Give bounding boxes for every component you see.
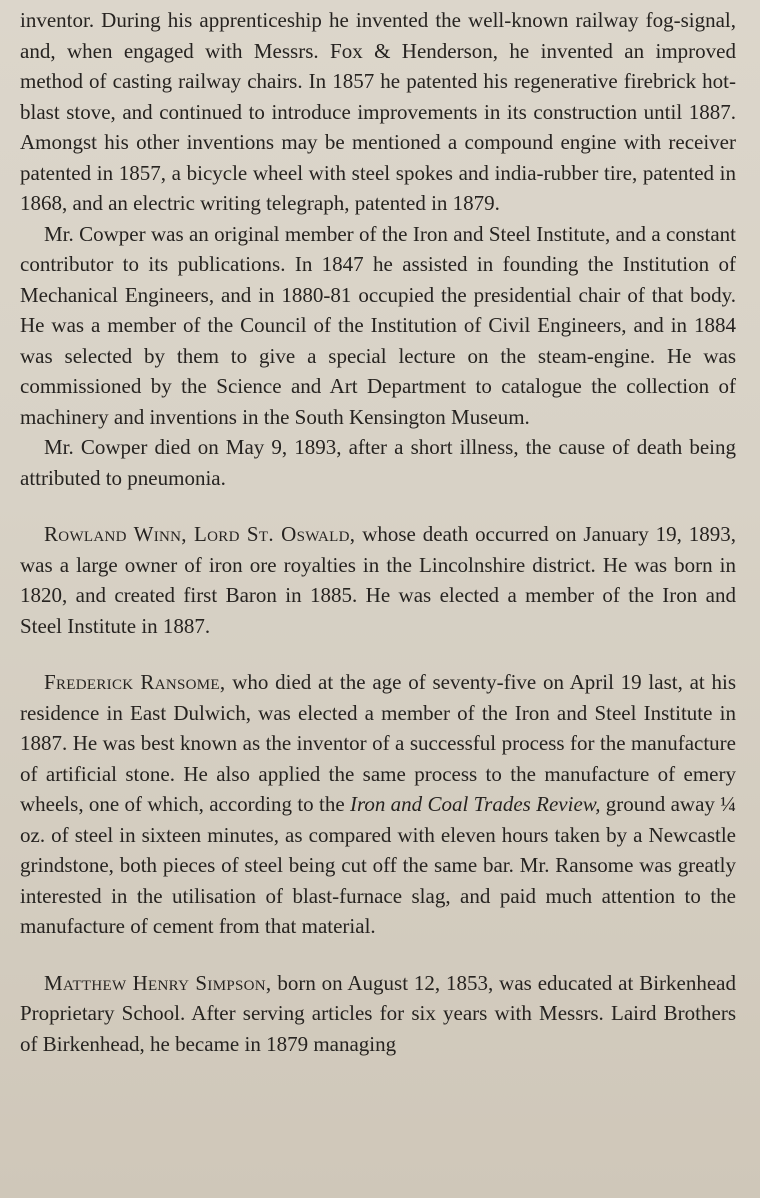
cowper-obituary: [20, 0, 736, 493]
paragraph-cowper-inventions: inventor. During his apprenticeship he invented the well-known railway fog-signal, and, when engaged with Messrs. Fox & Henderson, he invented an improved method of casting railway chairs. In 1857 he patented his regenerative firebrick hot-blast stove, and continued to introduce improvements in its construction until 1887. Amongst his other inventions may be mentioned a compound engine with receiver patented in 1857, a bicycle wheel with steel spokes and india-rubber tire, patented in 1868, and an electric writing telegraph, patented in 1879.: [20, 8, 736, 215]
paragraph-cowper-institutions: Mr. Cowper was an original member of the Iron and Steel Institute, and a constant contributor to its publications. In 1847 he assisted in founding the Institution of Mechanical Engineers, and in 1880-81 occupied the presidential chair of that body. He was a member of the Council of the Institution of Civil Engineers, and in 1884 was selected by them to give a special lecture on the steam-engine. He was commissioned by the Science and Art Department to catalogue the collection of machinery and inventions in the South Kensington Museum.: [20, 221, 736, 429]
ransome-obituary: [20, 667, 736, 942]
paragraph-simpson: [20, 968, 736, 1060]
paragraph-cowper-death: Mr. Cowper died on May 9, 1893, after a short illness, the cause of death being attributed to pneumonia.: [20, 435, 736, 490]
simpson-name: Matthew Henry Simpson,: [44, 970, 272, 995]
winn-name: Rowland Winn, Lord St. Oswald,: [44, 522, 356, 546]
ransome-body-2: ground away ¼ oz. of steel in sixteen minutes, as compared with eleven hours taken by a Newcastle grindstone, both pieces of steel being cut off the same bar. Mr. Ransome was greatly interested in the utilisation of blast-furnace slag, and paid much attention to the manufacture of cement from that material.: [20, 792, 736, 938]
ransome-body-1: who died at the age of seventy-five on April 19 last, at his residence in East Dulwich, was elected a member of the Iron and Steel Institute in 1887. He was best known as the inventor of a successful process for the manufacture of artificial stone. He also applied the same process to the manufacture of emery wheels, one of which, according to the: [20, 670, 736, 816]
paragraph-ransome: [20, 667, 736, 942]
simpson-body: born on August 12, 1853, was educated at Birkenhead Proprietary School. After serving articles for six years with Messrs. Laird Brothers of Birkenhead, he became in 1879 managing: [20, 970, 736, 1056]
winn-obituary: [20, 519, 736, 641]
section-gap: [20, 942, 736, 968]
ransome-journal-title: Iron and Coal Trades Review,: [349, 792, 601, 816]
paragraph-winn: [20, 519, 736, 641]
ransome-name: Frederick Ransome,: [44, 670, 226, 694]
section-gap: [20, 641, 736, 667]
winn-body: whose death occurred on January 19, 1893, was a large owner of iron ore royalties in the Lincolnshire district. He was born in 1820, and created first Baron in 1885. He was elected a member of the Iron and Steel Institute in 1887.: [20, 522, 737, 638]
section-gap: [20, 493, 736, 519]
simpson-obituary: [20, 968, 736, 1060]
